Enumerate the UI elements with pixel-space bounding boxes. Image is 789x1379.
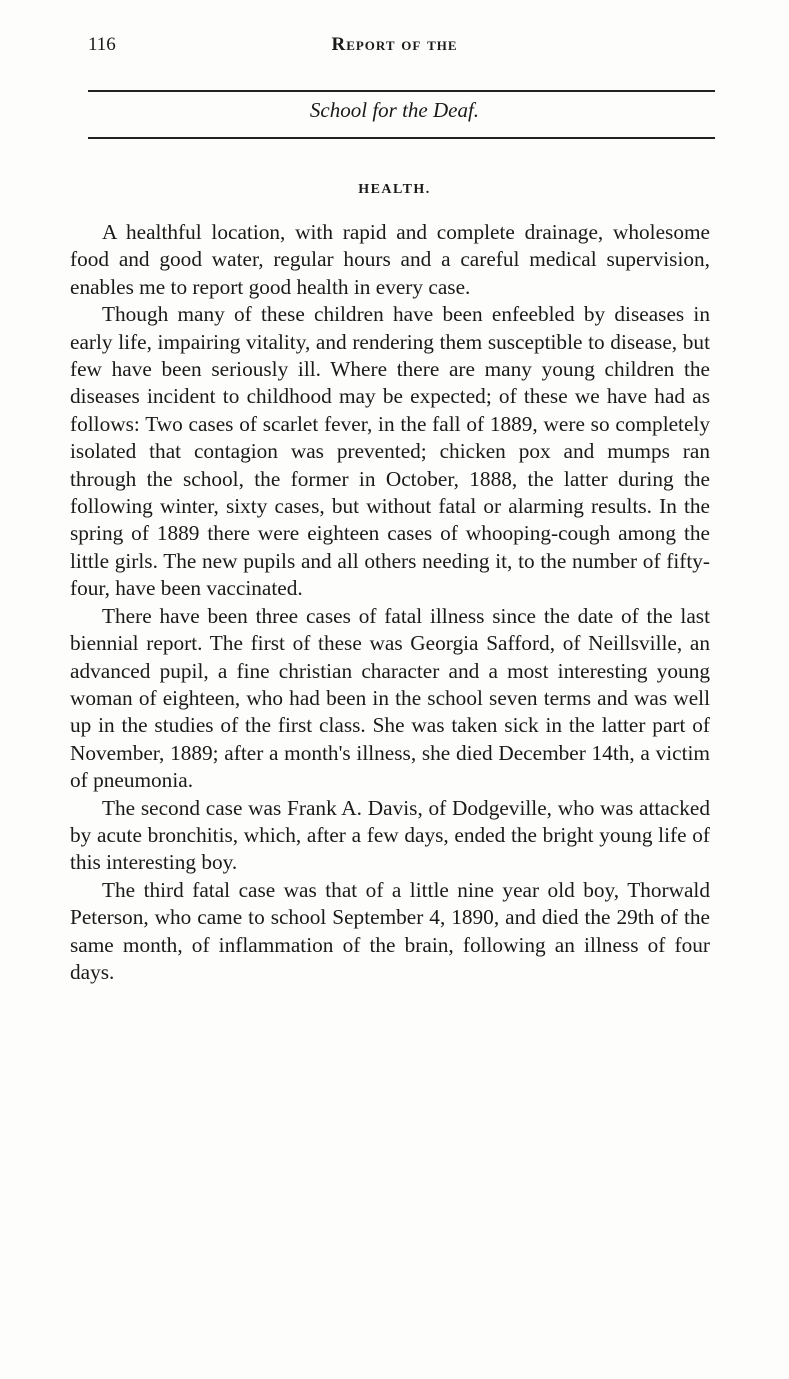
article-body — [70, 219, 710, 986]
section-heading: School for the Deaf. — [309, 98, 480, 122]
paragraph: The third fatal case was that of a little nine year old boy, Thorwald Peterson, who came to school September 4, 1890, and died the 29th of the same month, of inflammation of the brain, following an illness of four days. — [70, 877, 710, 984]
paragraph: Though many of these children have been enfeebled by diseases in early life, impairing vitality, and rendering them susceptible to disease, but few have been seriously ill. Where there are many young children the diseases incident to childhood may be expected; of these we have had as follows: Two cases of scarlet fever, in the fall of 1889, were so completely isolated that contagion was prevented; chicken pox and mumps ran through the school, the former in October, 1888, the latter during the following winter, sixty cases, but without fatal or alarming results. In the spring of 1889 there were eighteen cases of whooping-cough among the little girls. The new pupils and all others needing it, to the number of fifty-four, have been vaccinated. — [70, 302, 710, 601]
article-title: HEALTH. — [358, 182, 431, 197]
paragraph: There have been three cases of fatal illness since the date of the last biennial report. The first of these was Georgia Safford, of Neillsville, an advanced pupil, a fine christian character and a most interesting young woman of eighteen, who had been in the school seven terms and was well up in the studies of the first class. She was taken sick in the latter part of November, 1889; after a month's illness, she died December 14th, a victim of pneumonia. — [70, 603, 710, 793]
running-title: Report of the — [331, 34, 458, 55]
page-number: 116 — [88, 34, 116, 55]
paragraph: The second case was Frank A. Davis, of Dodgeville, who was attacked by acute bronchitis, which, after a few days, ended the bright young life of this interesting boy. — [70, 795, 710, 875]
paragraph: A healthful location, with rapid and complete drainage, wholesome food and good water, regular hours and a careful medical supervision, enables me to report good health in every case. — [70, 220, 710, 299]
bottom-rule — [88, 137, 715, 139]
top-rule — [88, 90, 715, 92]
